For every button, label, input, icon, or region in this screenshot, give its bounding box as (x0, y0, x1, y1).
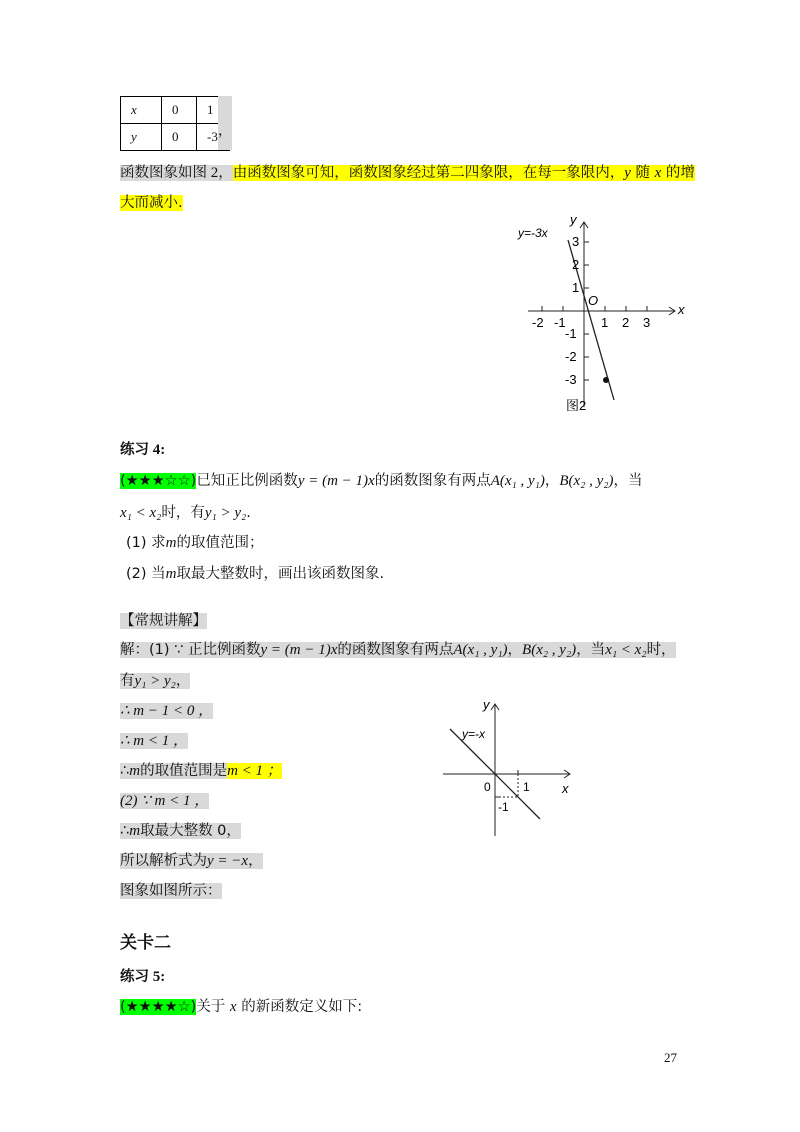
exercise-4-question-1 (126, 530, 264, 556)
x-tick-label: -2 (532, 315, 544, 330)
math-expression: ∴ m − 1 < 0 ， (120, 703, 214, 719)
table-cell: y (121, 124, 162, 151)
math-m: m (129, 763, 141, 779)
solution-heading (120, 608, 207, 634)
math-expression: (2) ∵ m < 1 ， (120, 793, 210, 809)
x-axis-label: x (678, 302, 685, 317)
text: 的函数图象有两点 (337, 642, 454, 658)
x-tick-label: 3 (643, 315, 651, 330)
text: (2) (126, 566, 147, 582)
text: ， (248, 853, 263, 869)
text: 求 (151, 535, 166, 551)
text: 取最大整数时，画出该函数图象. (176, 566, 385, 582)
table-cell: 1 (197, 97, 230, 124)
text: 的取值范围是 (140, 763, 228, 779)
exercise-4-line-1 (120, 468, 643, 494)
y-tick-label: -2 (565, 349, 577, 364)
paragraph-1-line-1 (120, 160, 695, 186)
math-function: y = (m − 1)x (297, 473, 375, 489)
x-axis-label: x (562, 781, 569, 796)
text: 取最大整数 0， (140, 823, 241, 839)
solution-line-8 (120, 848, 263, 874)
text: ， (218, 165, 233, 181)
math-x: x (229, 999, 237, 1015)
page-number: 27 (664, 1050, 677, 1065)
math-point-a: A(x₁ , y₁) (453, 642, 508, 658)
y-tick-label: -1 (498, 800, 509, 814)
x-tick-label: 1 (523, 780, 530, 794)
line-label: y=-3x (518, 226, 548, 240)
figure-2-graph (510, 210, 690, 415)
text: ， (544, 473, 560, 489)
exercise-4-question-2 (126, 561, 384, 587)
text: (1) (126, 535, 147, 551)
x-tick-label: -1 (554, 315, 566, 330)
text: 当 (151, 566, 166, 582)
solution-line-2 (120, 668, 190, 694)
math-m: m (165, 535, 177, 551)
text: . (246, 505, 251, 521)
text: 解：(1) ∵ 正比例函数 (120, 642, 261, 658)
origin-label: 0 (484, 780, 491, 794)
exercise-4-line-2 (120, 500, 251, 526)
text: 的新函数定义如下: (241, 999, 363, 1015)
text: 练习 (120, 969, 149, 985)
solution-line-3 (120, 698, 213, 724)
text: 的增 (661, 165, 695, 181)
x-tick-label: 1 (601, 315, 609, 330)
table-cell: x (121, 97, 162, 124)
text: 4: (149, 442, 166, 458)
table-trailing: ， (218, 96, 232, 150)
paragraph-1-line-2 (120, 190, 183, 216)
text: ， (175, 673, 191, 689)
math-function: y = −x (207, 853, 249, 869)
exercise-4-title (120, 437, 165, 463)
table-cell: 0 (162, 97, 197, 124)
math-y: y (624, 165, 631, 181)
y-axis-label: y (570, 212, 577, 227)
y-tick-label: 2 (572, 257, 580, 272)
text: 练习 (120, 442, 149, 458)
solution-line-1 (120, 637, 676, 663)
math-point-b: B(x₂ , y₂) (559, 473, 614, 489)
solution-line-4 (120, 728, 188, 754)
text: ，当 (613, 473, 643, 489)
level-heading: 关卡二 (120, 933, 171, 953)
math-m: m (165, 566, 177, 582)
math-condition: y₁ > y₂ (204, 505, 247, 521)
difficulty-badge: (★★★☆☆) (120, 473, 197, 489)
table-row (121, 124, 230, 151)
figure-caption: 图2 (566, 398, 587, 413)
line-label: y=-x (462, 727, 486, 741)
text: 随 (630, 165, 655, 181)
text: 函数图象如图 (120, 165, 207, 181)
y-tick-label: -3 (565, 372, 577, 387)
solution-line-5 (120, 758, 282, 784)
y-tick-label: 3 (572, 234, 580, 249)
text: 图象如图所示： (120, 883, 222, 899)
math-condition: x₁ < x₂ (120, 505, 162, 521)
math-function: y = (m − 1)x (260, 642, 338, 658)
text: ∴ (120, 823, 130, 839)
exercise-5-line-1 (120, 994, 362, 1020)
solution-line-6 (120, 788, 209, 814)
math-condition: y₁ > y₂ (134, 673, 176, 689)
y-tick-label: -1 (565, 326, 577, 341)
text: 2 (207, 165, 219, 181)
point-marker (603, 377, 609, 383)
text: 大而减小. (120, 195, 183, 211)
text: 所以解析式为 (120, 853, 207, 869)
text: 已知正比例函数 (196, 473, 298, 489)
text: 时，有 (161, 505, 205, 521)
y-axis-label: y (483, 697, 490, 712)
table-cell: 0 (162, 124, 197, 151)
text: ， (507, 642, 523, 658)
x-tick-label: 2 (622, 315, 630, 330)
math-expression: ∴ m < 1 ， (120, 733, 188, 749)
text: 关于 (196, 999, 226, 1015)
exercise-5-title (120, 964, 165, 990)
text: ，当 (576, 642, 606, 658)
math-point-b: B(x₂ , y₂) (522, 642, 577, 658)
math-condition: x₁ < x₂ (605, 642, 647, 658)
text: 【常规讲解】 (120, 613, 207, 629)
highlighted-answer: m < 1 ； (227, 763, 282, 779)
table-row (121, 97, 230, 124)
text: 的取值范围； (176, 535, 264, 551)
text: 由函数图象可知，函数图象经过第二四象限，在每一象限内， (232, 165, 625, 181)
y-tick-label: 1 (572, 280, 580, 295)
text: 有 (120, 673, 135, 689)
table-cell: -3 (197, 124, 230, 151)
text: ∴ (120, 763, 130, 779)
difficulty-badge: (★★★★☆) (120, 999, 197, 1015)
figure-3-graph (440, 696, 580, 841)
origin-label: O (588, 293, 599, 308)
solution-line-9 (120, 878, 222, 904)
value-table (120, 96, 230, 151)
text: 5: (149, 969, 166, 985)
math-x: x (654, 165, 662, 181)
text: 的函数图象有两点 (374, 473, 491, 489)
text: 时， (646, 642, 676, 658)
solution-line-7 (120, 818, 241, 844)
math-point-a: A(x₁ , y₁) (490, 473, 545, 489)
math-m: m (129, 823, 141, 839)
